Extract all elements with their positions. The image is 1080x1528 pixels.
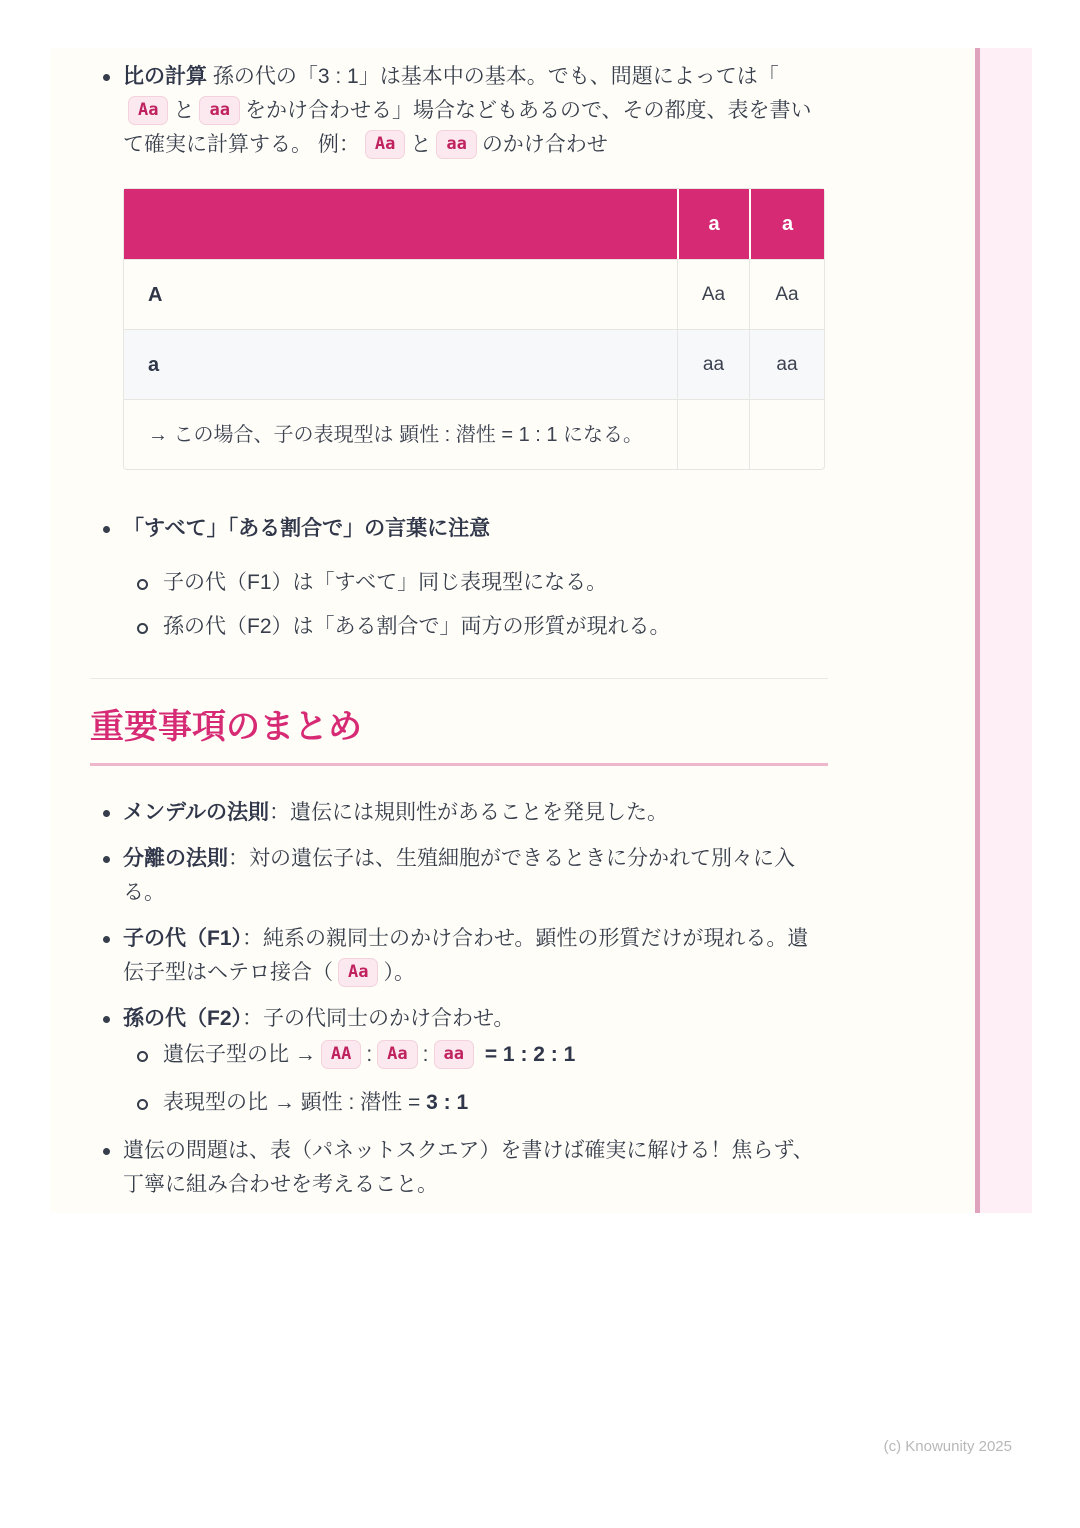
- row-label-A: A: [124, 259, 677, 329]
- punnett-table: [123, 188, 825, 470]
- summary-text: ：純系の親同士のかけ合わせ。顕性の形質だけが現れる。遺伝子型はヘテロ接合（: [123, 927, 809, 984]
- page-accent-edge: [975, 48, 1032, 1213]
- summary-item-f2: [90, 1002, 828, 1120]
- summary-bold: メンデルの法則: [123, 801, 269, 824]
- genotype-ratio-value: = 1 : 2 : 1: [484, 1043, 576, 1066]
- table-header-corner: [124, 189, 677, 259]
- summary-bold: 子の代（F1）: [123, 927, 243, 950]
- note-page: [50, 48, 1032, 1213]
- cell-Aa: Aa: [677, 259, 749, 329]
- f2-sublist: [123, 1038, 828, 1120]
- intro-list: [90, 60, 828, 162]
- gene-chip-aa: aa: [436, 130, 476, 159]
- empty-cell: [677, 399, 749, 469]
- table-header-a2: a: [749, 189, 824, 259]
- intro-bullet: [90, 60, 828, 162]
- punnett-square-wrap: [123, 188, 828, 470]
- ratio-separator: :: [422, 1043, 429, 1066]
- phenotype-ratio-value: 3 : 1: [426, 1091, 469, 1114]
- table-header-a1: a: [677, 189, 749, 259]
- gene-chip-Aa: Aa: [128, 96, 168, 125]
- page-content: [90, 60, 828, 1214]
- heading-underline: [90, 763, 828, 766]
- table-row: [124, 329, 824, 399]
- table-row: [124, 259, 824, 329]
- attention-sublist: [123, 566, 828, 644]
- empty-cell: [749, 399, 824, 469]
- attention-title: 「すべて」「ある割合で」の言葉に注意: [123, 517, 491, 540]
- attention-sub-item: 子の代（F1）は「すべて」同じ表現型になる。: [123, 566, 828, 600]
- intro-bold-label: 比の計算: [123, 65, 207, 88]
- cell-aa: aa: [677, 329, 749, 399]
- row-label-a: a: [124, 329, 677, 399]
- table-header-row: [124, 189, 824, 259]
- copyright: (c) Knowunity 2025: [883, 1438, 1012, 1455]
- attention-list: [90, 512, 828, 644]
- summary-bold: 孫の代（F2）: [123, 1007, 243, 1030]
- summary-text: 遺伝の問題は、表（パネットスクエア）を書けば確実に解ける！焦らず、丁寧に組み合わせを考えること。: [123, 1139, 814, 1196]
- section-heading: 重要事項のまとめ: [90, 708, 362, 746]
- summary-item-segregation: [90, 842, 828, 910]
- cell-Aa: Aa: [749, 259, 824, 329]
- genotype-ratio-label: 遺伝子型の比 →: [163, 1043, 316, 1066]
- ratio-separator: :: [366, 1043, 373, 1066]
- intro-text-2: と: [173, 99, 195, 122]
- summary-list: [90, 796, 828, 1202]
- section-divider: [90, 678, 828, 679]
- gene-chip-aa: aa: [434, 1040, 474, 1069]
- summary-item-mendel: [90, 796, 828, 830]
- gene-chip-aa: aa: [199, 96, 239, 125]
- attention-sub-item: 孫の代（F2）は「ある割合で」両方の形質が現れる。: [123, 610, 828, 644]
- intro-text-1: 孫の代の「3 : 1」は基本中の基本。でも、問題によっては「: [207, 65, 779, 88]
- cell-aa: aa: [749, 329, 824, 399]
- attention-bullet: [90, 512, 828, 644]
- summary-bold: 分離の法則: [123, 847, 228, 870]
- table-note: → この場合、子の表現型は 顕性 : 潜性 = 1 : 1 になる。: [124, 399, 677, 469]
- gene-chip-Aa: Aa: [365, 130, 405, 159]
- summary-text: ：遺伝には規則性があることを発見した。: [268, 801, 668, 824]
- summary-text-tail: ）。: [383, 961, 415, 984]
- phenotype-ratio-label: 表現型の比 → 顕性 : 潜性 =: [163, 1091, 427, 1114]
- intro-text-3: をかけ合わせる」場合などもあるので、その都度、表を書いて確実に計算する。 例：: [123, 99, 812, 156]
- gene-chip-AA: AA: [321, 1040, 361, 1069]
- gene-chip-Aa: Aa: [377, 1040, 417, 1069]
- summary-item-advice: [90, 1134, 828, 1202]
- intro-text-5: のかけ合わせ: [481, 133, 608, 156]
- summary-text: ：対の遺伝子は、生殖細胞ができるときに分かれて別々に入る。: [123, 847, 795, 904]
- genotype-ratio-item: [123, 1038, 828, 1072]
- intro-text-4: と: [410, 133, 432, 156]
- phenotype-ratio-item: [123, 1086, 828, 1120]
- table-note-row: [124, 399, 824, 469]
- summary-text: ：子の代同士のかけ合わせ。: [242, 1007, 515, 1030]
- gene-chip-Aa: Aa: [338, 958, 378, 987]
- summary-item-f1: [90, 922, 828, 990]
